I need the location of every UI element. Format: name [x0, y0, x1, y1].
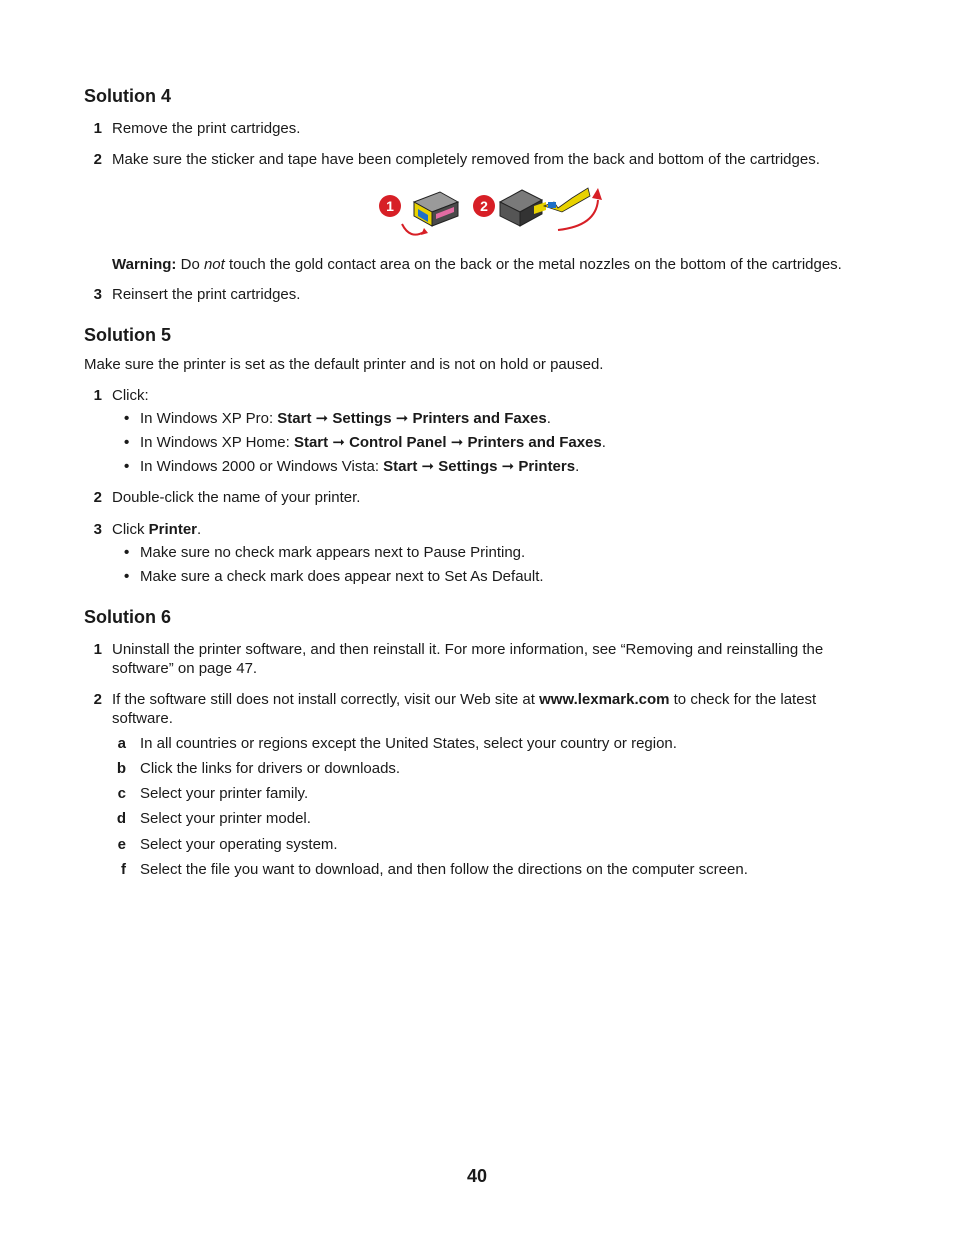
warning-note [112, 255, 842, 274]
bullet: • [124, 410, 130, 427]
step-text: Reinsert the print cartridges. [112, 286, 301, 303]
step-number: 1 [93, 387, 102, 404]
page-number: 40 [466, 1166, 488, 1186]
path-prefix: In Windows XP Pro: [140, 410, 278, 427]
substep-letter: e [117, 836, 126, 853]
warning-post: touch the gold contact area on the back or the metal nozzles on the bottom of the cartridges. [224, 256, 842, 273]
path-segment: Start [293, 434, 329, 451]
step-text: Click: [112, 387, 149, 404]
arrow-icon: ➞ [395, 410, 409, 427]
warning-label: Warning: [112, 256, 177, 273]
bullet: • [124, 544, 130, 561]
path-segment: Start [277, 410, 312, 427]
arrow-icon: ➞ [421, 458, 435, 475]
path-prefix: In Windows 2000 or Windows Vista: [140, 458, 384, 475]
step-text-line2: software” on page 47. [112, 660, 258, 677]
step-text-line1 [112, 690, 816, 709]
bullet-text: Make sure a check mark does appear next to Set As Default. [140, 568, 544, 585]
path-segment: Printers [518, 458, 576, 475]
step-text: Make sure the sticker and tape have been completely removed from the back and bottom of the cartridges. [112, 151, 820, 168]
substep-text: In all countries or regions except the United States, select your country or region. [140, 735, 677, 752]
warning-emphasis: not [203, 256, 225, 273]
step-text-line1: Uninstall the printer software, and then reinstall it. For more information, see “Removing and reinstalling the [112, 641, 824, 658]
badge-1-text: 1 [386, 198, 394, 214]
substep-text: Select the file you want to download, and then follow the directions on the computer screen. [140, 861, 748, 878]
cartridge-illustration [376, 182, 606, 242]
substep-letter: d [116, 810, 126, 827]
step-number: 1 [93, 120, 102, 137]
path-segment: Control Panel [349, 434, 447, 451]
cartridge-1-icon [414, 192, 458, 226]
step-number: 2 [93, 691, 102, 708]
website-link-text: www.lexmark.com [539, 691, 670, 708]
path-segment: Settings [332, 410, 392, 427]
step-bold: Printer [148, 521, 198, 538]
step-text: Remove the print cartridges. [112, 120, 301, 137]
solution-4-heading: Solution 4 [84, 86, 171, 106]
peeled-tape-icon [544, 188, 590, 212]
substep-letter: f [121, 861, 126, 878]
arrow-icon: ➞ [332, 434, 345, 451]
step-number: 1 [93, 641, 102, 658]
solution-5-heading: Solution 5 [84, 325, 171, 345]
bullet: • [124, 434, 130, 451]
step-number: 2 [93, 489, 102, 506]
path-segment: Settings [438, 458, 498, 475]
rotate-arrow-1 [402, 224, 424, 235]
substep-letter: a [117, 735, 126, 752]
arrow-icon: ➞ [501, 458, 515, 475]
path-prefix: In Windows XP Home: [140, 434, 294, 451]
step-pre: Click [112, 521, 149, 538]
substep-text: Select your printer family. [140, 785, 309, 802]
step-text [112, 520, 201, 539]
path-segment: Printers and Faxes [412, 410, 547, 427]
menu-path-2000-vista: In Windows 2000 or Windows Vista: Start ➞ Settings ➞ Printers. [140, 458, 580, 475]
bullet: • [124, 568, 130, 585]
badge-2-text: 2 [480, 198, 488, 214]
step-number: 2 [93, 151, 102, 168]
step-post: to check for the latest [669, 691, 817, 708]
bullet: • [124, 458, 130, 475]
solution-6-heading: Solution 6 [84, 607, 171, 627]
arrow-icon: ➞ [450, 434, 464, 451]
menu-path-xp-home: In Windows XP Home: Start ➞ Control Panel ➞ Printers and Faxes. [140, 434, 606, 451]
path-segment: Printers and Faxes [467, 434, 602, 451]
step-number: 3 [93, 286, 102, 303]
path-segment: Start [383, 458, 418, 475]
bullet-text: Make sure no check mark appears next to Pause Printing. [140, 544, 526, 561]
substep-text: Select your printer model. [140, 810, 311, 827]
solution-5-intro: Make sure the printer is set as the default printer and is not on hold or paused. [84, 356, 604, 373]
arrow-icon: ➞ [315, 410, 329, 427]
cartridge-figure-svg [376, 182, 606, 242]
cartridge-2-icon [500, 190, 546, 226]
step-text-line2: software. [112, 710, 173, 727]
substep-text: Click the links for drivers or downloads. [140, 760, 401, 777]
substep-letter: c [117, 785, 126, 802]
step-text: Double-click the name of your printer. [112, 489, 361, 506]
menu-path-xp-pro: In Windows XP Pro: Start ➞ Settings ➞ Printers and Faxes. [140, 410, 551, 427]
step-pre: If the software still does not install correctly, visit our Web site at [112, 691, 540, 708]
step-number: 3 [93, 521, 102, 538]
step-post: . [197, 521, 202, 538]
warning-pre: Do [176, 256, 204, 273]
substep-text: Select your operating system. [140, 836, 338, 853]
substep-letter: b [116, 760, 126, 777]
